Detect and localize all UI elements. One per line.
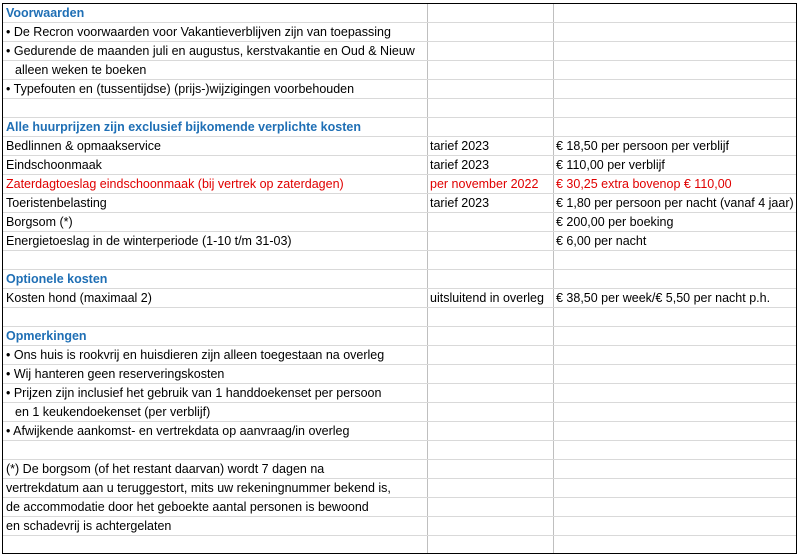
table-row [3, 80, 796, 99]
opmerking-item: en 1 keukendoekenset (per verblijf) [15, 405, 211, 419]
cost-item: Zaterdagtoeslag eindschoonmaak (bij vertrek op zaterdagen) [6, 177, 344, 191]
voorwaarden-heading: Voorwaarden [6, 6, 85, 20]
table-row [3, 346, 796, 365]
voorwaarden-item: alleen weken te boeken [15, 63, 147, 77]
optional-item: Kosten hond (maximaal 2) [6, 291, 152, 305]
cost-tarief: tarief 2023 [430, 158, 490, 172]
table-row [3, 42, 796, 61]
empty-row [3, 251, 796, 270]
cost-tarief [427, 232, 554, 250]
table-row [3, 460, 796, 479]
voorwaarden-item: • De Recron voorwaarden voor Vakantieverblijven zijn van toepassing [6, 25, 391, 39]
table-row [3, 517, 796, 536]
table-row [3, 384, 796, 403]
table-row [3, 289, 796, 308]
cost-price: € 200,00 per boeking [556, 215, 674, 229]
table-row [3, 498, 796, 517]
cost-tarief: tarief 2023 [430, 196, 490, 210]
cost-tarief [427, 213, 554, 231]
table-row [3, 156, 796, 175]
borg-note-line: vertrekdatum aan u teruggestort, mits uw rekeningnummer bekend is, [6, 481, 391, 495]
table-row [3, 479, 796, 498]
opmerking-item: • Afwijkende aankomst- en vertrekdata op aanvraag/in overleg [6, 424, 350, 438]
table-row [3, 137, 796, 156]
cost-item: Eindschoonmaak [6, 158, 102, 172]
table-row [3, 213, 796, 232]
table-row [3, 327, 796, 346]
cost-price: € 30,25 extra bovenop € 110,00 [556, 177, 732, 191]
cost-price: € 1,80 per persoon per nacht (vanaf 4 jaar) [556, 196, 794, 210]
empty-row [3, 441, 796, 460]
empty-row [3, 536, 796, 555]
empty-row [3, 99, 796, 118]
cost-tarief: tarief 2023 [430, 139, 490, 153]
opmerking-item: • Prijzen zijn inclusief het gebruik van 1 handdoekenset per persoon [6, 386, 382, 400]
table-row [3, 175, 796, 194]
table-row [3, 232, 796, 251]
optional-tarief: uitsluitend in overleg [430, 291, 544, 305]
cost-item: Bedlinnen & opmaakservice [6, 139, 161, 153]
borg-note-line: en schadevrij is achtergelaten [6, 519, 172, 533]
opmerking-item: • Ons huis is rookvrij en huisdieren zijn alleen toegestaan na overleg [6, 348, 385, 362]
cost-item: Borgsom (*) [6, 215, 73, 229]
table-row [3, 118, 796, 137]
cost-price: € 110,00 per verblijf [556, 158, 665, 172]
empty-row [3, 308, 796, 327]
cost-price: € 6,00 per nacht [556, 234, 647, 248]
table-row [3, 270, 796, 289]
opmerkingen-heading: Opmerkingen [6, 329, 87, 343]
table-row [3, 365, 796, 384]
cost-item: Toeristenbelasting [6, 196, 107, 210]
table-row [3, 61, 796, 80]
cost-price: € 18,50 per persoon per verblijf [556, 139, 730, 153]
table-row [3, 4, 796, 23]
table-row [3, 194, 796, 213]
voorwaarden-item: • Typefouten en (tussentijdse) (prijs-)wijzigingen voorbehouden [6, 82, 355, 96]
voorwaarden-item: • Gedurende de maanden juli en augustus, kerstvakantie en Oud & Nieuw [6, 44, 415, 58]
optional-price: € 38,50 per week/€ 5,50 per nacht p.h. [556, 291, 771, 305]
borg-note-line: de accommodatie door het geboekte aantal personen is bewoond [6, 500, 369, 514]
price-sheet [2, 3, 797, 554]
table-row [3, 403, 796, 422]
table-row [3, 422, 796, 441]
cost-item: Energietoeslag in de winterperiode (1-10 t/m 31-03) [6, 234, 292, 248]
opmerking-item: • Wij hanteren geen reserveringskosten [6, 367, 225, 381]
kosten-heading: Alle huurprijzen zijn exclusief bijkomende verplichte kosten [6, 120, 361, 134]
borg-note-line: (*) De borgsom (of het restant daarvan) wordt 7 dagen na [6, 462, 325, 476]
optioneel-heading: Optionele kosten [6, 272, 108, 286]
table-row [3, 23, 796, 42]
cost-tarief: per november 2022 [430, 177, 539, 191]
